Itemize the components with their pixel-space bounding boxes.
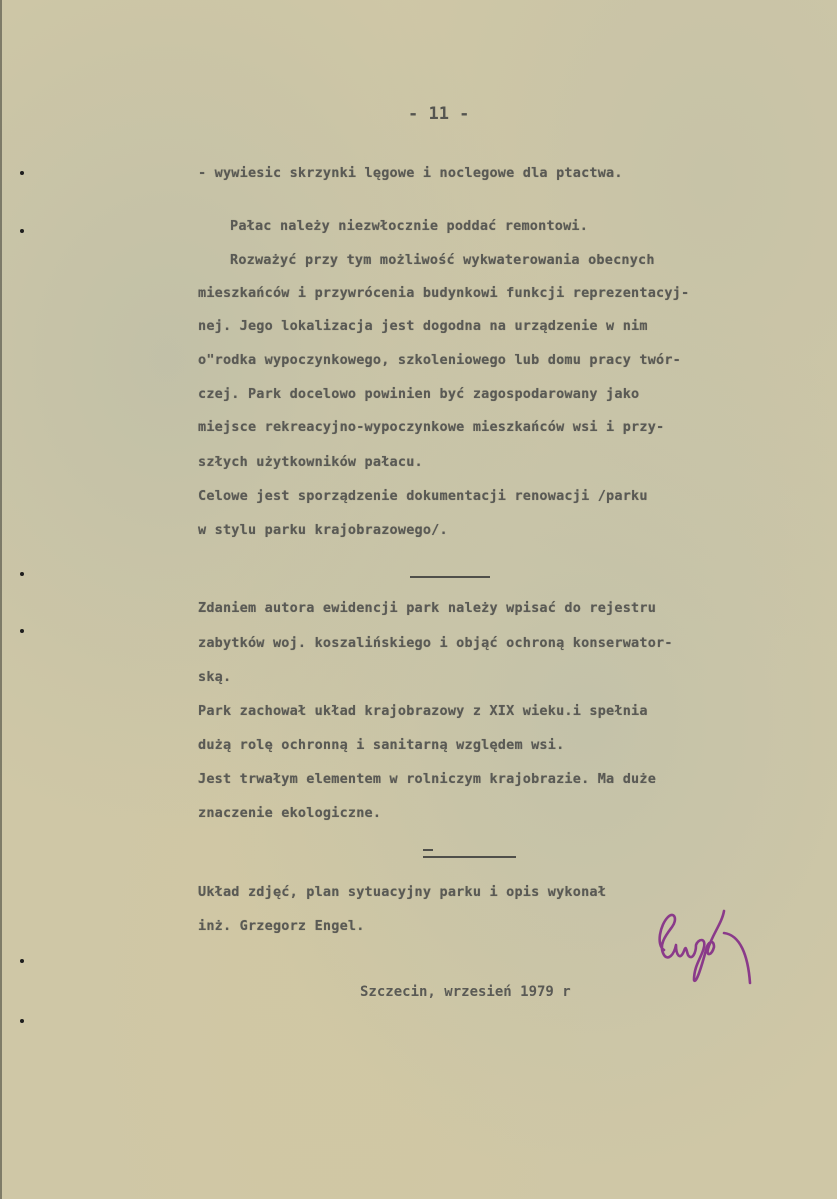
text-line: szłych użytkowników pałacu. xyxy=(198,454,423,470)
margin-dot xyxy=(20,629,24,633)
margin-dot xyxy=(20,171,24,175)
text-line: Pałac należy niezwłocznie poddać remontowi. xyxy=(230,218,589,234)
section-divider xyxy=(410,576,490,578)
text-line: w stylu parku krajobrazowego/. xyxy=(198,522,448,538)
text-line: Park zachował układ krajobrazowy z XIX wieku.i spełnia xyxy=(198,703,648,719)
page-edge xyxy=(0,0,2,1199)
margin-dot xyxy=(20,229,24,233)
text-line: Celowe jest sporządzenie dokumentacji renowacji /parku xyxy=(198,488,648,504)
text-line: Układ zdjęć, plan sytuacyjny parku i opis wykonał xyxy=(198,884,607,900)
text-line: - wywiesic skrzynki lęgowe i noclegowe dla ptactwa. xyxy=(198,165,623,181)
divider-mark xyxy=(423,849,433,851)
text-line: mieszkańców i przywrócenia budynkowi funkcji reprezentacyj- xyxy=(198,285,690,301)
text-line: ską. xyxy=(198,669,232,685)
margin-dot xyxy=(20,572,24,576)
page-number: - 11 - xyxy=(408,104,470,124)
signature xyxy=(650,905,790,1000)
text-line: nej. Jego lokalizacja jest dogodna na urządzenie w nim xyxy=(198,318,648,334)
section-divider xyxy=(423,856,516,858)
text-line: Rozważyć przy tym możliwość wykwaterowania obecnych xyxy=(230,252,655,268)
text-line: inż. Grzegorz Engel. xyxy=(198,918,365,934)
text-line: o"rodka wypoczynkowego, szkoleniowego lub domu pracy twór- xyxy=(198,352,682,368)
place-date: Szczecin, wrzesień 1979 r xyxy=(360,984,571,1000)
text-line: miejsce rekreacyjno-wypoczynkowe mieszkańców wsi i przy- xyxy=(198,419,665,435)
margin-dot xyxy=(20,1019,24,1023)
text-line: Jest trwałym elementem w rolniczym krajobrazie. Ma duże xyxy=(198,771,657,787)
text-line: czej. Park docelowo powinien być zagospodarowany jako xyxy=(198,386,640,402)
text-line: znaczenie ekologiczne. xyxy=(198,805,382,821)
text-line: dużą rolę ochronną i sanitarną względem wsi. xyxy=(198,737,565,753)
margin-dot xyxy=(20,959,24,963)
text-line: zabytków woj. koszalińskiego i objąć ochroną konserwator- xyxy=(198,635,673,651)
text-line: Zdaniem autora ewidencji park należy wpisać do rejestru xyxy=(198,600,657,616)
